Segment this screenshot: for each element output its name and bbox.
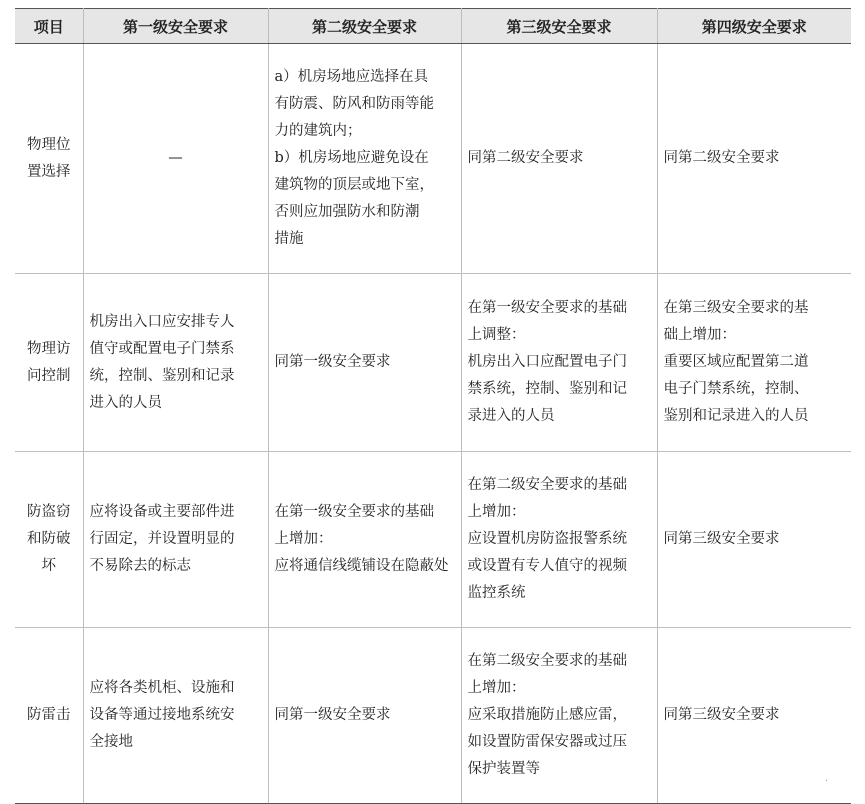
level2-cell	[268, 274, 461, 452]
level4-cell	[657, 628, 851, 804]
cell-text-line: 同第二级安全要求	[663, 150, 780, 166]
cell-text-line: 机房出入口应安排专人	[89, 313, 235, 330]
cell-text-line: 如设置防雷保安器或过压	[467, 734, 627, 750]
header-level4: 第四级安全要求	[657, 9, 851, 44]
item-cell	[15, 44, 83, 274]
cell-text-line: 录进入的人员	[467, 408, 555, 424]
cell-text-line: 应采取措施防止感应雷，	[467, 707, 627, 723]
table-row	[15, 452, 851, 628]
cell-text-line: 应设置机房防盗报警系统	[467, 531, 627, 547]
cell-text-line: 上增加：	[467, 504, 526, 520]
cell-text-line: 监控系统	[467, 585, 526, 601]
level3-cell	[461, 44, 657, 274]
cell-text-line: 置选择	[27, 163, 71, 180]
cell-text-line: 和防破	[27, 531, 71, 547]
level2-cell	[268, 628, 461, 804]
level1-cell	[83, 44, 268, 274]
table-row	[15, 44, 851, 274]
level2-cell	[268, 44, 461, 274]
header-level2: 第二级安全要求	[268, 9, 461, 44]
cell-text-line: 在第三级安全要求的基	[663, 300, 809, 316]
level4-cell	[657, 274, 851, 452]
cell-text-line: 机房出入口应配置电子门	[467, 354, 627, 370]
cell-text-line: 或设置有专人值守的视频	[467, 558, 627, 574]
table-row	[15, 274, 851, 452]
cell-text-line: 电子门禁系统，控制、	[663, 381, 809, 397]
cell-text-line: 物理访	[27, 340, 71, 357]
item-cell	[15, 452, 83, 628]
header-row	[15, 9, 851, 44]
level2-cell	[268, 452, 461, 628]
cell-text-line: 同第三级安全要求	[663, 707, 780, 723]
cell-text-line: 行固定，并设置明显的	[89, 531, 235, 547]
cell-text-line: 同第一级安全要求	[274, 707, 391, 723]
header-item: 项目	[15, 9, 83, 44]
cell-text-line: 在第一级安全要求的基础	[467, 300, 627, 316]
level1-cell	[83, 628, 268, 804]
cell-text-line: 问控制	[27, 367, 71, 384]
corner-mark: .	[825, 774, 828, 784]
level1-cell	[83, 274, 268, 452]
cell-text-line: 在第二级安全要求的基础	[467, 653, 627, 669]
cell-text-line: 同第二级安全要求	[467, 150, 584, 166]
cell-text-line: 不易除去的标志	[89, 558, 191, 574]
cell-text-line: 坏	[41, 558, 56, 574]
cell-text-line: 应将设备或主要部件进	[89, 504, 235, 520]
cell-text-line: 进入的人员	[89, 394, 162, 411]
level3-cell	[461, 452, 657, 628]
cell-text-line: —	[168, 150, 183, 166]
cell-text-line: 建筑物的顶层或地下室，	[274, 177, 434, 193]
level1-cell	[83, 452, 268, 628]
cell-text-line: 值守或配置电子门禁系	[89, 340, 235, 357]
cell-text-line: 有防震、防风和防雨等能	[274, 96, 434, 112]
header-level3: 第三级安全要求	[461, 9, 657, 44]
level3-cell	[461, 274, 657, 452]
level3-cell	[461, 628, 657, 804]
cell-text-line: 同第三级安全要求	[663, 531, 780, 547]
cell-text-line: 否则应加强防水和防潮	[274, 204, 420, 220]
cell-text-line: 应将各类机柜、设施和	[89, 680, 235, 696]
level4-cell	[657, 452, 851, 628]
cell-text-line: 上调整：	[467, 327, 526, 343]
cell-text-line: 全接地	[89, 734, 133, 750]
cell-text-line: 保护装置等	[467, 761, 540, 777]
cell-text-line: 禁系统，控制、鉴别和记	[467, 381, 627, 397]
cell-text-line: 统，控制、鉴别和记录	[89, 367, 235, 384]
cell-text-line: 上增加：	[274, 531, 333, 547]
cell-text-line: 重要区域应配置第二道	[663, 354, 809, 370]
item-cell	[15, 628, 83, 804]
cell-text-line: 上增加：	[467, 680, 526, 696]
cell-text-line: 同第一级安全要求	[274, 354, 391, 370]
item-cell	[15, 274, 83, 452]
level4-cell	[657, 44, 851, 274]
cell-text-line: 在第一级安全要求的基础	[274, 504, 434, 520]
cell-text-line: 措施	[274, 231, 304, 247]
cell-text-line: 防雷击	[27, 707, 71, 723]
cell-text-line: 物理位	[27, 136, 71, 153]
cell-text-line: 应将通信线缆铺设在隐蔽处	[274, 558, 449, 574]
cell-text-line: 设备等通过接地系统安	[89, 707, 235, 723]
cell-text-line: a）机房场地应选择在具	[274, 69, 429, 85]
cell-text-line: b）机房场地应避免设在	[274, 150, 429, 166]
cell-text-line: 础上增加：	[663, 327, 736, 343]
cell-text-line: 在第二级安全要求的基础	[467, 477, 627, 493]
cell-text-line: 力的建筑内；	[274, 123, 362, 139]
header-level1: 第一级安全要求	[83, 9, 268, 44]
table-row	[15, 628, 851, 804]
cell-text-line: 防盗窃	[27, 504, 71, 520]
cell-text-line: 鉴别和记录进入的人员	[663, 408, 809, 424]
security-requirements-table	[15, 8, 851, 804]
